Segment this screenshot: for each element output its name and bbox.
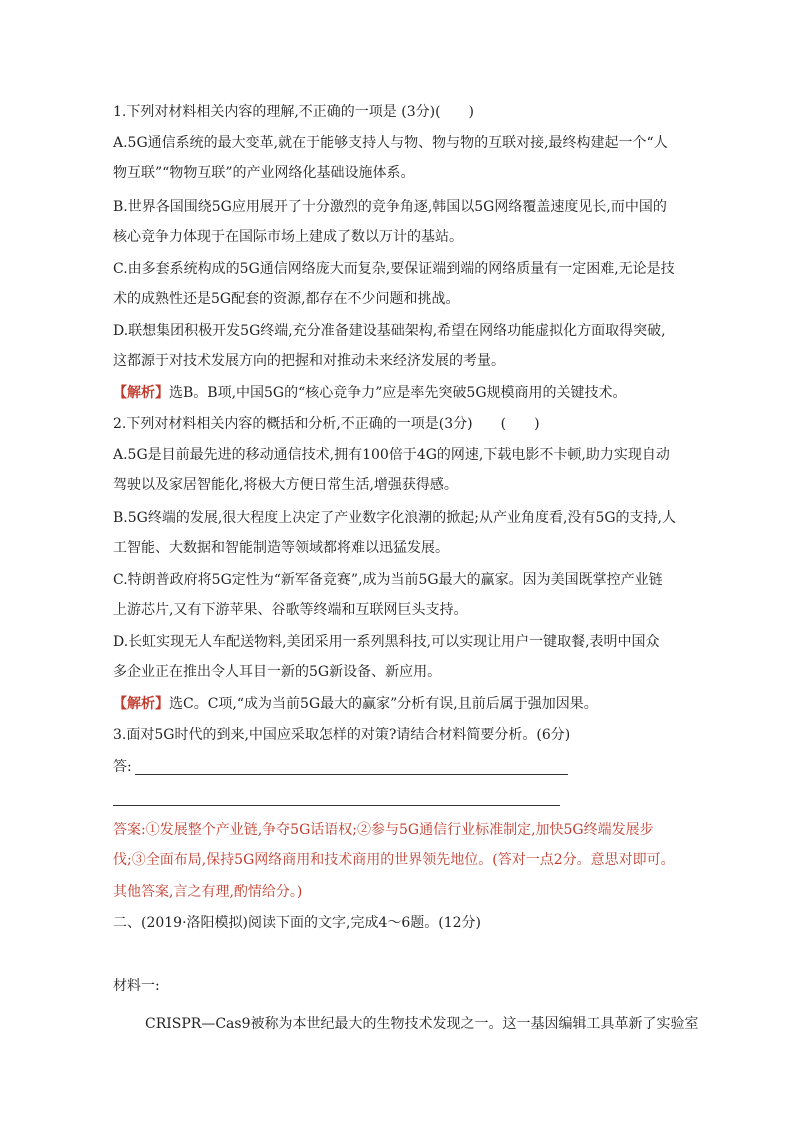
q2-option-c-line1: C.特朗普政府将5G定性为“新军备竞赛”,成为当前5G最大的赢家。因为美国既掌控产业链 [113,572,663,588]
material-text: CRISPR—Cas9被称为本世纪最大的生物技术发现之一。这一基因编辑工具革新了实验室 [145,1016,699,1032]
q2-option-a-line2: 驾驶以及家居智能化,将极大方便日常生活,增强获得感。 [113,477,458,493]
q1-analysis-text: 选B。B项,中国5G的“核心竞争力”应是率先突破5G规模商用的关键技术。 [169,385,627,401]
q3-key-line2: 伐;③全面布局,保持5G网络商用和技术商用的世界领先地位。(答对一点2分。意思对即可。 [113,852,675,868]
q1-option-c-line1: C.由多套系统构成的5G通信网络庞大而复杂,要保证端到端的网络质量有一定困难,无论是技 [113,261,675,277]
analysis-tag: 【解析】 [113,385,169,401]
answer-line-2[interactable] [113,805,560,806]
q2-option-b-line2: 工智能、大数据和智能制造等领域都将难以迅猛发展。 [113,540,449,556]
answer-line-1[interactable] [135,774,568,775]
q2-analysis-text: 选C。C项,“成为当前5G最大的赢家”分析有误,且前后属于强加因果。 [169,696,598,712]
section-2-heading: 二、(2019·洛阳模拟)阅读下面的文字,完成4～6题。(12分) [113,915,482,931]
q1-option-a-line1: A.5G通信系统的最大变革,就在于能够支持人与物、物与物的互联对接,最终构建起一个“人 [113,135,668,151]
q1-option-b-line2: 核心竞争力体现于在国际市场上建成了数以万计的基站。 [113,229,463,245]
q1-stem: 1.下列对材料相关内容的理解,不正确的一项是 (3分)( ) [113,104,475,120]
q1-option-d-line1: D.联想集团积极开发5G终端,充分准备建设基础架构,希望在网络功能虚拟化方面取得突破, [113,323,666,339]
q3-key-line1: 答案:①发展整个产业链,争夺5G话语权;②参与5G通信行业标准制定,加快5G终端发展步 [113,822,654,838]
q2-analysis [113,694,598,714]
q1-option-d-line2: 这都源于对技术发展方向的把握和对推动未来经济发展的考量。 [113,353,505,369]
q2-option-d-line2: 多企业正在推出令人耳目一新的5G新设备、新应用。 [113,664,442,680]
material-heading: 材料一: [113,978,160,994]
q3-stem: 3.面对5G时代的到来,中国应采取怎样的对策?请结合材料简要分析。(6分) [113,727,571,743]
q1-option-a-line2: 物互联”“物物互联”的产业网络化基础设施体系。 [113,165,415,181]
q1-option-c-line2: 术的成熟性还是5G配套的资源,都存在不少问题和挑战。 [113,291,460,307]
q3-answer-label: 答: [113,759,132,775]
q3-key-line3: 其他答案,言之有理,酌情给分。) [113,884,303,900]
q2-stem: 2.下列对材料相关内容的概括和分析,不正确的一项是(3分) ( ) [113,416,540,432]
q2-option-d-line1: D.长虹实现无人车配送物料,美团采用一系列黑科技,可以实现让用户一键取餐,表明中国众 [113,634,660,650]
q1-analysis [113,383,627,403]
q2-option-c-line2: 上游芯片,又有下游苹果、谷歌等终端和互联网巨头支持。 [113,602,468,618]
q1-option-b-line1: B.世界各国围绕5G应用展开了十分激烈的竞争角逐,韩国以5G网络覆盖速度见长,而中国的 [113,199,667,215]
analysis-tag: 【解析】 [113,696,169,712]
q2-option-b-line1: B.5G终端的发展,很大程度上决定了产业数字化浪潮的掀起;从产业角度看,没有5G的支持,人 [113,510,676,526]
q2-option-a-line1: A.5G是目前最先进的移动通信技术,拥有100倍于4G的网速,下载电影不卡顿,助力实现自动 [113,447,670,463]
